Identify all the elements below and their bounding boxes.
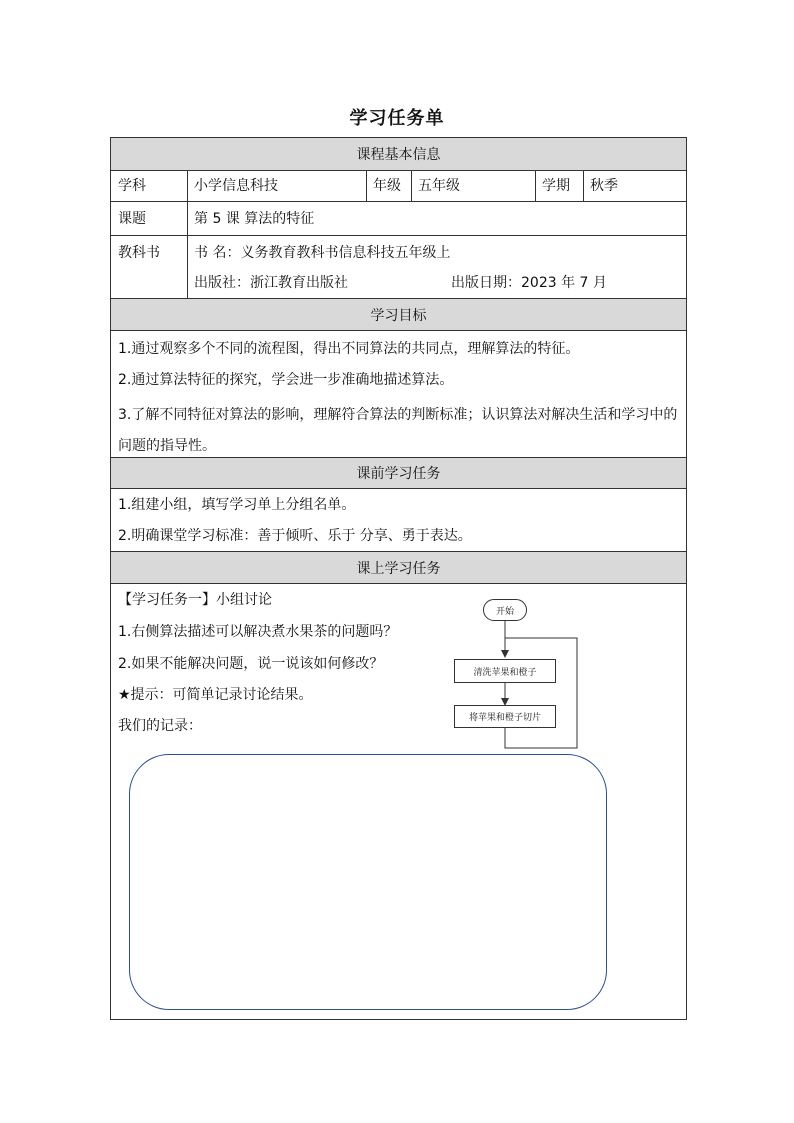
objective-item: 2.通过算法特征的探究，学会进一步准确地描述算法。	[118, 372, 454, 388]
pre-class-item: 2.明确课堂学习标准：善于倾听、乐于 分享、勇于表达。	[118, 528, 472, 544]
flowchart-step-wash: 清洗苹果和橙子	[454, 659, 556, 683]
publish-date: 出版日期：2023 年 7 月	[451, 275, 607, 291]
subject-value: 小学信息科技	[194, 178, 278, 194]
worksheet-table	[110, 137, 687, 1020]
pre-class-item: 1.组建小组，填写学习单上分组名单。	[118, 497, 356, 513]
lesson-label: 课题	[118, 211, 146, 227]
term-value: 秋季	[590, 178, 618, 194]
section-header-in-class: 课上学习任务	[111, 552, 686, 584]
section-header-course-info: 课程基本信息	[111, 138, 686, 171]
flowchart-step-slice: 将苹果和橙子切片	[454, 705, 556, 728]
task-one-title: 【学习任务一】小组讨论	[118, 592, 272, 608]
section-header-objectives: 学习目标	[111, 299, 686, 331]
objective-item: 1.通过观察多个不同的流程图，得出不同算法的共同点，理解算法的特征。	[118, 341, 580, 357]
question-1: 1.右侧算法描述可以解决煮水果茶的问题吗？	[118, 624, 398, 640]
page-title: 学习任务单	[349, 108, 445, 129]
textbook-label: 教科书	[118, 245, 160, 261]
section-header-pre-class: 课前学习任务	[111, 458, 686, 489]
lesson-value: 第 5 课 算法的特征	[194, 211, 315, 227]
subject-label: 学科	[118, 178, 146, 194]
hint: ★提示：可简单记录讨论结果。	[118, 687, 313, 703]
objective-item: 3.了解不同特征对算法的影响，理解符合算法的判断标准；认识算法对解决生活和学习中的问题的指导性。	[118, 407, 678, 454]
question-2: 2.如果不能解决问题，说一说该如何修改？	[118, 656, 384, 672]
grade-label: 年级	[373, 178, 401, 194]
grade-value: 五年级	[418, 178, 460, 194]
book-name: 书 名：义务教育教科书信息科技五年级上	[194, 245, 451, 261]
publisher: 出版社：浙江教育出版社	[194, 275, 348, 291]
flowchart-start-node: 开始	[483, 599, 527, 621]
record-input-box[interactable]	[129, 754, 607, 1010]
term-label: 学期	[542, 178, 570, 194]
record-label: 我们的记录：	[118, 718, 202, 734]
